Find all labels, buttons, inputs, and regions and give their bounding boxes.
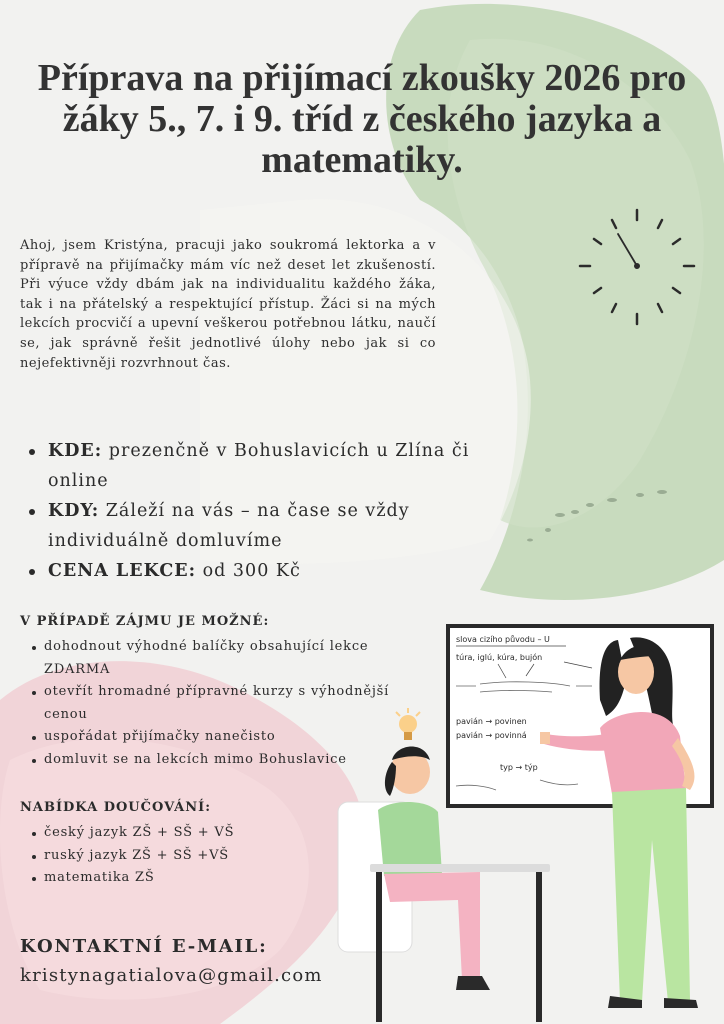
- email-link[interactable]: kristynagatialova@gmail.com: [20, 965, 323, 986]
- list-item: uspořádat přijímačky nanečisto: [32, 726, 432, 749]
- fact-label: CENA LEKCE:: [48, 561, 197, 581]
- fact-where: [26, 436, 526, 496]
- whiteboard-line: pavián → povinen: [456, 717, 527, 726]
- options-heading: V PŘÍPADĚ ZÁJMU JE MOŽNÉ:: [20, 614, 270, 629]
- whiteboard-line: pavián → povinná: [456, 731, 527, 740]
- list-item: ruský jazyk ZŠ + SŠ +VŠ: [32, 845, 292, 868]
- whiteboard-line: slova cizího původu – U: [456, 635, 550, 644]
- clock-icon: [572, 206, 702, 330]
- subjects-heading: NABÍDKA DOUČOVÁNÍ:: [20, 800, 211, 815]
- options-list: [32, 636, 432, 771]
- whiteboard-line: typ → týp: [500, 763, 538, 772]
- list-item: otevřít hromadné přípravné kurzy s výhodnější cenou: [32, 681, 432, 726]
- fact-label: KDY:: [48, 501, 100, 521]
- intro-paragraph: Ahoj, jsem Kristýna, pracuji jako soukromá lektorka a v přípravě na přijímačky mám víc než deset let zkušeností. Při výuce vždy dbám jak na individualitu každého žáka, tak i na přátelský a respektující přístup. Žáci si na mých lekcích procvičí a upevní veškerou potřebnou látku, naučí se, jak správně řešit jednotlivé úlohy nebo jak si co nejefektivněji rozvrhnout čas.: [20, 238, 436, 371]
- facts-list: [26, 436, 526, 586]
- list-item: domluvit se na lekcích mimo Bohuslavice: [32, 749, 432, 772]
- fact-when: [26, 496, 526, 556]
- list-item: český jazyk ZŠ + SŠ + VŠ: [32, 822, 292, 845]
- list-item: matematika ZŠ: [32, 867, 292, 890]
- fact-text: prezenčně v Bohuslavicích u Zlína či online: [48, 441, 470, 491]
- fact-text: Záleží na vás – na čase se vždy individuálně domluvíme: [48, 501, 410, 551]
- list-item: dohodnout výhodné balíčky obsahující lekce ZDARMA: [32, 636, 432, 681]
- fact-label: KDE:: [48, 441, 103, 461]
- page-title: Příprava na přijímací zkoušky 2026 pro žáky 5., 7. i 9. tříd z českého jazyka a matematiky.: [37, 57, 687, 181]
- contact-heading: KONTAKTNÍ E-MAIL:: [20, 936, 268, 957]
- subjects-list: [32, 822, 292, 890]
- fact-text: od 300 Kč: [202, 561, 301, 581]
- whiteboard-line: túra, iglú, kúra, bujón: [456, 653, 543, 662]
- fact-price: [26, 556, 526, 586]
